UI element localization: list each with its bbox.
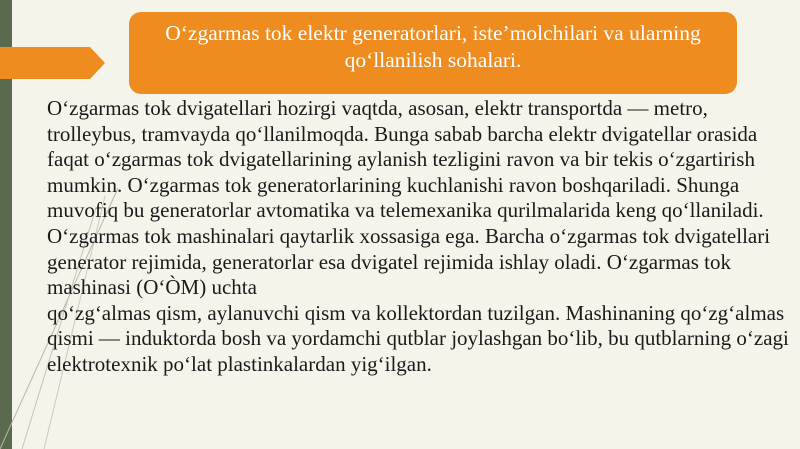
title-arrow-shape	[0, 47, 105, 79]
slide-title: O‘zgarmas tok elektr generatorlari, iste’molchilari va ularning qo‘llanilish sohalari.	[165, 21, 701, 72]
slide-title-box	[129, 12, 737, 94]
slide-body-text: O‘zgarmas tok dvigatellari hozirgi vaqtda, asosan, elektr transportda — metro, trolleybus, tramvayda qo‘llanilmoqda. Bunga sabab barcha elektr dvigatellar orasida faqat o‘zgarmas tok dvigatellarining aylanish tezligini ravon va bir tekis o‘zgartirish mumkin. O‘zgarmas tok generatorlarining kuchlanishi ravon boshqariladi. Shunga muvofiq bu generatorlar avtomatika va telemexanika qurilmalarida keng qo‘llaniladi. O‘zgarmas tok mashinalari qaytarlik xossasiga ega. Barcha o‘zgarmas tok dvigatellari generator rejimida, generatorlar esa dvigatel rejimida ishlay oladi. O‘zgarmas tok mashinasi (O‘ÒM) uchta qo‘zg‘almas qism, aylanuvchi qism va kollektordan tuzilgan. Mashinaning qo‘zg‘almas qismi — induktorda bosh va yordamchi qutblar joylashgan bo‘lib, bu qutblarning o‘zagi elektrotexnik po‘lat plastinkalardan yig‘ilgan.	[47, 96, 789, 376]
